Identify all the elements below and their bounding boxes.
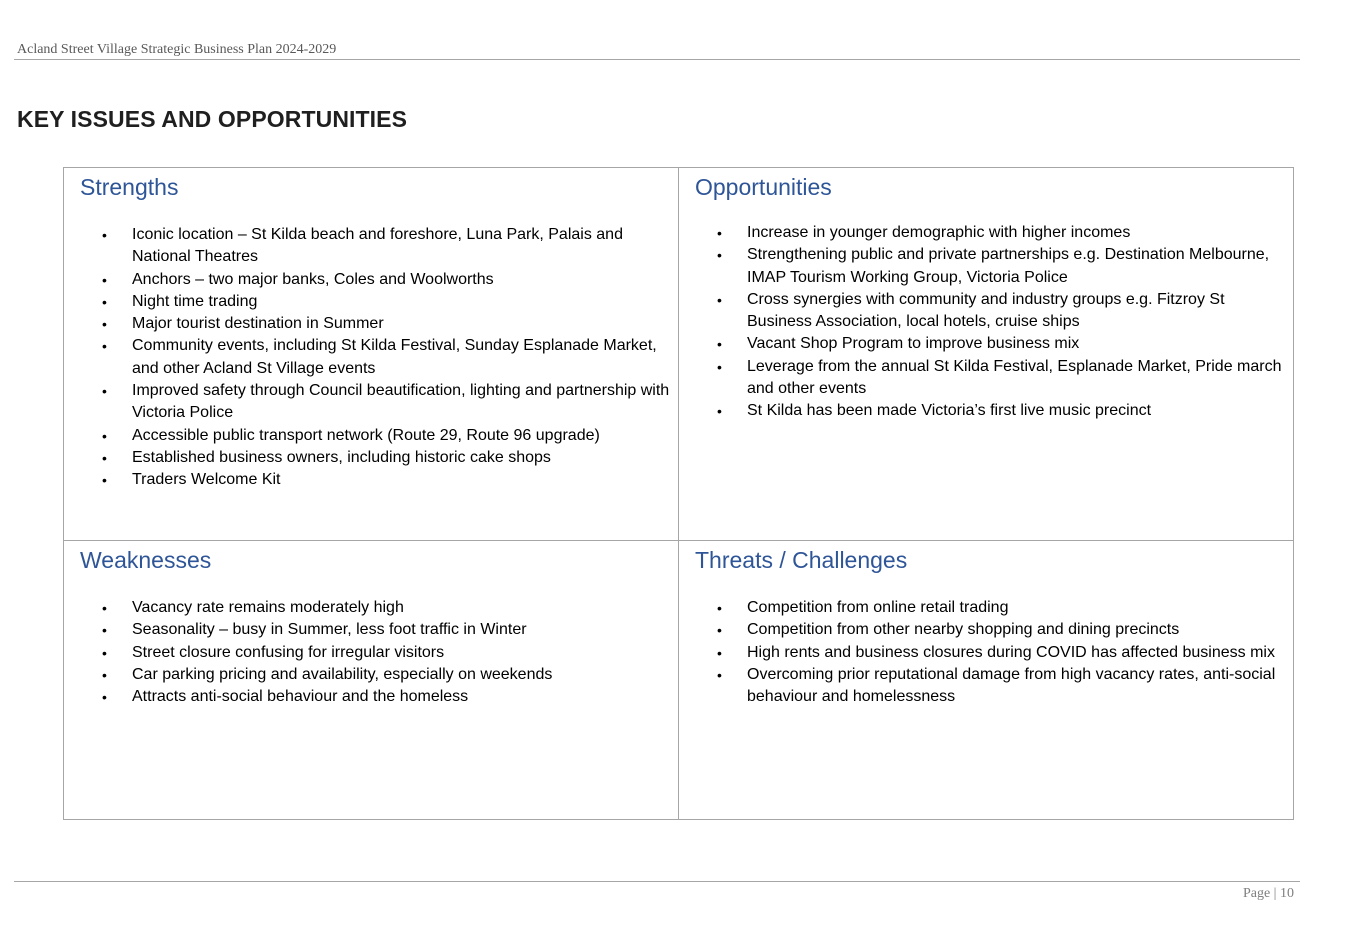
bullet-icon: • [102,689,107,706]
bullet-icon: • [717,336,722,353]
bullet-icon: • [717,622,722,639]
list-item-text: Competition from other nearby shopping and dining precincts [747,621,1180,639]
list-item-text: Increase in younger demographic with higher incomes [747,224,1131,241]
weaknesses-list [80,597,678,708]
list-item-text: Improved safety through Council beautification, lighting and partnership with Victoria Police [132,382,670,422]
list-item [80,335,678,380]
list-item [80,380,678,425]
list-item [80,642,678,664]
list-item [80,224,678,269]
list-item [695,222,1293,244]
list-item-text: Community events, including St Kilda Festival, Sunday Esplanade Market, and other Acland St Village events [132,337,657,377]
list-item-text: Traders Welcome Kit [132,471,281,489]
list-item-text: Established business owners, including historic cake shops [132,448,551,466]
list-item [80,291,678,313]
bullet-icon: • [717,644,722,661]
list-item-text: Cross synergies with community and industry groups e.g. Fitzroy St Business Association, local hotels, cruise ships [747,290,1225,331]
list-item [80,469,678,491]
threats-heading: Threats / Challenges [695,547,908,573]
list-item-text: Leverage from the annual St Kilda Festival, Esplanade Market, Pride march and other events [747,357,1282,398]
list-item-text: Car parking pricing and availability, especially on weekends [132,665,553,683]
strengths-list [80,224,678,492]
list-item [695,356,1293,401]
strengths-cell [64,168,679,541]
bullet-icon: • [717,600,722,616]
list-item [695,664,1293,709]
bullet-icon: • [102,383,107,400]
threats-list [695,597,1293,708]
list-item [695,244,1293,289]
bullet-icon: • [717,247,722,264]
bullet-icon: • [717,666,722,683]
opportunities-list [695,222,1293,423]
bullet-icon: • [102,622,107,639]
list-item [80,686,678,708]
list-item [695,642,1293,664]
bullet-icon: • [717,358,722,375]
list-item-text: Iconic location – St Kilda beach and foreshore, Luna Park, Palais and National Theatres [132,226,623,266]
list-item [695,333,1293,355]
list-item [80,597,678,619]
list-item [80,619,678,641]
weaknesses-cell [64,541,679,819]
page-number: Page | 10 [1242,886,1294,901]
bullet-icon: • [102,271,107,288]
opportunities-cell [679,168,1293,541]
footer-divider [14,881,1300,882]
bullet-icon: • [102,338,107,355]
list-item-text: Competition from online retail trading [747,599,1009,616]
bullet-icon: • [717,225,722,241]
list-item [695,619,1293,641]
bullet-icon: • [102,644,107,661]
list-item-text: St Kilda has been made Victoria’s first live music precinct [747,402,1152,420]
bullet-icon: • [102,666,107,683]
list-item [695,400,1293,422]
bullet-icon: • [102,293,107,310]
bullet-icon: • [102,227,107,243]
list-item-text: Street closure confusing for irregular visitors [132,643,445,661]
list-item [80,425,678,447]
list-item [80,269,678,291]
list-item-text: Anchors – two major banks, Coles and Woolworths [132,270,494,288]
list-item-text: Night time trading [132,292,258,310]
bullet-icon: • [102,316,107,333]
list-item-text: Major tourist destination in Summer [132,315,384,333]
section-title: KEY ISSUES AND OPPORTUNITIES [17,106,408,132]
list-item [80,447,678,469]
bullet-icon: • [102,472,107,489]
list-item [695,597,1293,619]
list-item-text: Attracts anti-social behaviour and the homeless [132,688,469,706]
list-item-text: Vacancy rate remains moderately high [132,599,404,616]
swot-table [63,167,1294,820]
bullet-icon: • [102,427,107,444]
bullet-icon: • [102,600,107,616]
list-item-text: Vacant Shop Program to improve business mix [747,335,1080,353]
header-divider [14,59,1300,60]
bullet-icon: • [717,403,722,420]
list-item-text: Seasonality – busy in Summer, less foot traffic in Winter [132,621,527,639]
strengths-heading: Strengths [80,174,179,200]
list-item [695,289,1293,334]
running-header: Acland Street Village Strategic Business Plan 2024-2029 [17,42,337,57]
bullet-icon: • [717,291,722,308]
list-item [80,313,678,335]
list-item-text: Strengthening public and private partnerships e.g. Destination Melbourne, IMAP Tourism Working Group, Victoria Police [747,246,1270,286]
list-item-text: High rents and business closures during COVID has affected business mix [747,643,1275,661]
list-item-text: Accessible public transport network (Route 29, Route 96 upgrade) [132,426,600,444]
weaknesses-heading: Weaknesses [80,547,212,573]
opportunities-heading: Opportunities [695,174,832,200]
bullet-icon: • [102,449,107,466]
list-item-text: Overcoming prior reputational damage from high vacancy rates, anti-social behaviour and homelessness [747,665,1276,706]
threats-cell [679,541,1293,819]
list-item [80,664,678,686]
